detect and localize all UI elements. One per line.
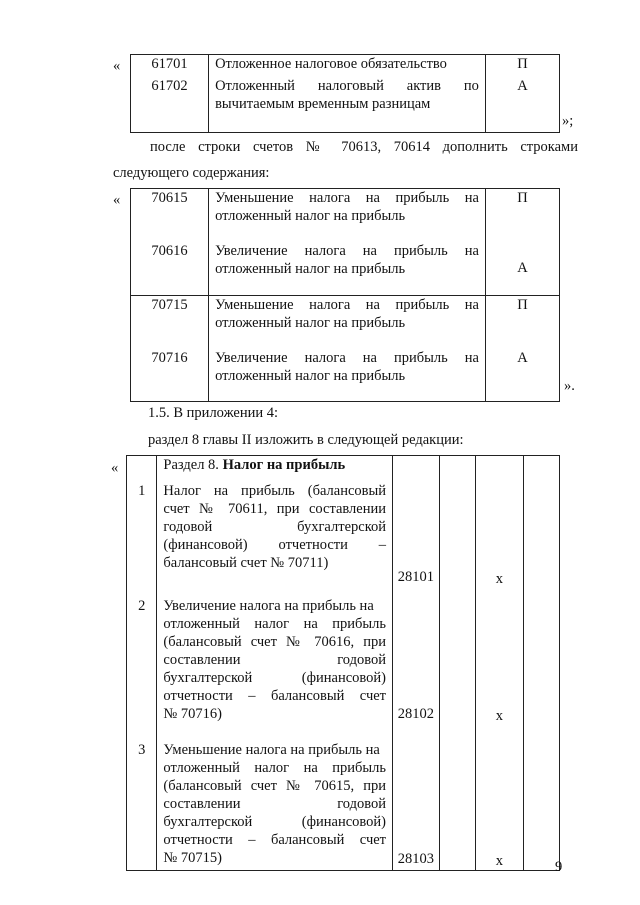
row-description-line: отчетности – балансовый счет — [163, 687, 387, 704]
table3-x-cell — [475, 725, 523, 871]
account-description-line: Уменьшение налога на прибыль на — [215, 297, 479, 313]
paragraph-section-heading: раздел 8 главы II изложить в следующей редакции: — [148, 432, 464, 448]
paragraph-after-line-2: следующего содержания: — [113, 165, 270, 181]
table3-empty-cell — [439, 456, 475, 478]
account-description-line: Увеличение налога на прибыль на — [215, 349, 479, 366]
table2-desc-cell — [209, 349, 486, 402]
table1-code-cell — [131, 55, 209, 77]
row-description-line: составлении годовой — [163, 795, 387, 812]
account-code: 61702 — [151, 77, 188, 94]
account-description-line: отложенный налог на прибыль — [215, 208, 406, 224]
account-code: 70616 — [151, 242, 188, 259]
table2-code-cell — [131, 189, 209, 242]
account-type-mark: П — [517, 297, 528, 313]
row-description-line: отчетности – балансовый счет — [163, 831, 387, 848]
row-number: 2 — [138, 597, 146, 614]
table2-mark-cell — [485, 349, 559, 402]
row-number: 3 — [138, 741, 146, 758]
table2-desc-cell — [209, 189, 486, 242]
account-code: 61701 — [151, 56, 188, 72]
row-description-line: (финансовой) отчетности – — [163, 536, 387, 553]
table2-desc-cell — [209, 242, 486, 296]
table2-code-cell — [131, 349, 209, 402]
table1-open-quote: « — [113, 58, 121, 74]
row-description-line: Налог на прибыль (балансовый — [163, 482, 387, 499]
row-x-mark: х — [495, 570, 503, 587]
account-type-mark: А — [517, 260, 528, 277]
row-description-line: отложенный налог на прибыль — [163, 615, 387, 632]
table3-empty-cell — [439, 478, 475, 588]
table3-index-cell — [127, 725, 157, 871]
table1-mark-cell — [485, 55, 559, 77]
table3-index-cell — [127, 456, 157, 478]
account-description-line: Увеличение налога на прибыль на — [215, 242, 479, 259]
row-x-mark: х — [495, 853, 503, 869]
paragraph-after-line: после строки счетов № 70613, 70614 дополнить строками — [150, 139, 578, 155]
table3-open-quote: « — [111, 460, 119, 476]
table3-code-cell — [393, 456, 440, 478]
paragraph-appendix: 1.5. В приложении 4: — [148, 405, 279, 421]
table3-desc-cell — [157, 588, 393, 725]
table3-code-cell — [393, 588, 440, 725]
table3-empty-cell — [439, 588, 475, 725]
table2-open-quote: « — [113, 192, 121, 208]
table2-desc-cell — [209, 296, 486, 349]
account-description-line: отложенный налог на прибыль — [215, 315, 406, 331]
row-description-line: Увеличение налога на прибыль на — [163, 597, 374, 614]
table3-index-cell — [127, 478, 157, 588]
section-title: Налог на прибыль — [222, 457, 346, 473]
account-description-line: Уменьшение налога на прибыль на — [215, 190, 479, 206]
table3-empty-cell — [439, 725, 475, 871]
table3-desc-cell — [157, 478, 393, 588]
table3-empty-cell — [523, 588, 559, 725]
row-description-line: бухгалтерской (финансовой) — [163, 813, 387, 830]
row-description-line: годовой бухгалтерской — [163, 518, 387, 535]
table3-empty-cell — [523, 478, 559, 588]
row-description-line: (балансовый счет № 70616, при — [163, 633, 387, 650]
table1-mark-cell — [485, 77, 559, 133]
table3-section-title-cell — [157, 456, 393, 478]
table1 — [130, 54, 560, 133]
table1-close-mark: »; — [562, 113, 574, 129]
account-description: Отложенное налоговое обязательство — [215, 56, 447, 72]
table3-empty-cell — [523, 725, 559, 871]
row-description-line: счет № 70611, при составлении — [163, 500, 387, 517]
table3-desc-cell — [157, 725, 393, 871]
table1-desc-cell — [209, 77, 486, 133]
table3-x-cell — [475, 456, 523, 478]
row-code: 28102 — [397, 705, 435, 722]
row-description-line: бухгалтерской (финансовой) — [163, 669, 387, 686]
account-code: 70716 — [151, 349, 188, 366]
table2-mark-cell — [485, 296, 559, 349]
table2-close-mark: ». — [564, 378, 575, 394]
account-code: 70615 — [151, 190, 188, 206]
row-description-line: № 70715) — [163, 849, 222, 866]
row-number: 1 — [138, 482, 146, 499]
table3-x-cell — [475, 478, 523, 588]
table3-empty-cell — [523, 456, 559, 478]
row-description-line: составлении годовой — [163, 651, 387, 668]
account-type-mark: П — [517, 56, 528, 72]
account-type-mark: П — [517, 190, 528, 206]
page-number: 9 — [555, 859, 563, 875]
table2-code-cell — [131, 242, 209, 296]
account-description-line: отложенный налог на прибыль — [215, 367, 406, 384]
table2 — [130, 188, 560, 402]
table3-code-cell — [393, 725, 440, 871]
row-description-line: (балансовый счет № 70615, при — [163, 777, 387, 794]
row-description-line: № 70716) — [163, 705, 222, 722]
row-code: 28103 — [397, 851, 435, 867]
table1-code-cell — [131, 77, 209, 133]
table2-mark-cell — [485, 189, 559, 242]
row-description-line: отложенный налог на прибыль — [163, 759, 387, 776]
table3-code-cell — [393, 478, 440, 588]
table2-code-cell — [131, 296, 209, 349]
account-type-mark: А — [517, 349, 528, 366]
account-type-mark: А — [517, 77, 528, 94]
table3 — [126, 455, 560, 871]
row-description-line: Уменьшение налога на прибыль на — [163, 741, 380, 758]
account-description-line: вычитаемым временным разницам — [215, 95, 431, 112]
table3-index-cell — [127, 588, 157, 725]
account-description-line: отложенный налог на прибыль — [215, 260, 406, 277]
row-description-line: балансовый счет № 70711) — [163, 554, 329, 571]
table3-x-cell — [475, 588, 523, 725]
table1-desc-cell — [209, 55, 486, 77]
account-description-line: Отложенный налоговый актив по — [215, 77, 479, 94]
account-code: 70715 — [151, 297, 188, 313]
row-x-mark: х — [495, 707, 503, 724]
table2-mark-cell — [485, 242, 559, 296]
row-code: 28101 — [397, 568, 435, 585]
section-prefix: Раздел 8. — [163, 457, 223, 473]
